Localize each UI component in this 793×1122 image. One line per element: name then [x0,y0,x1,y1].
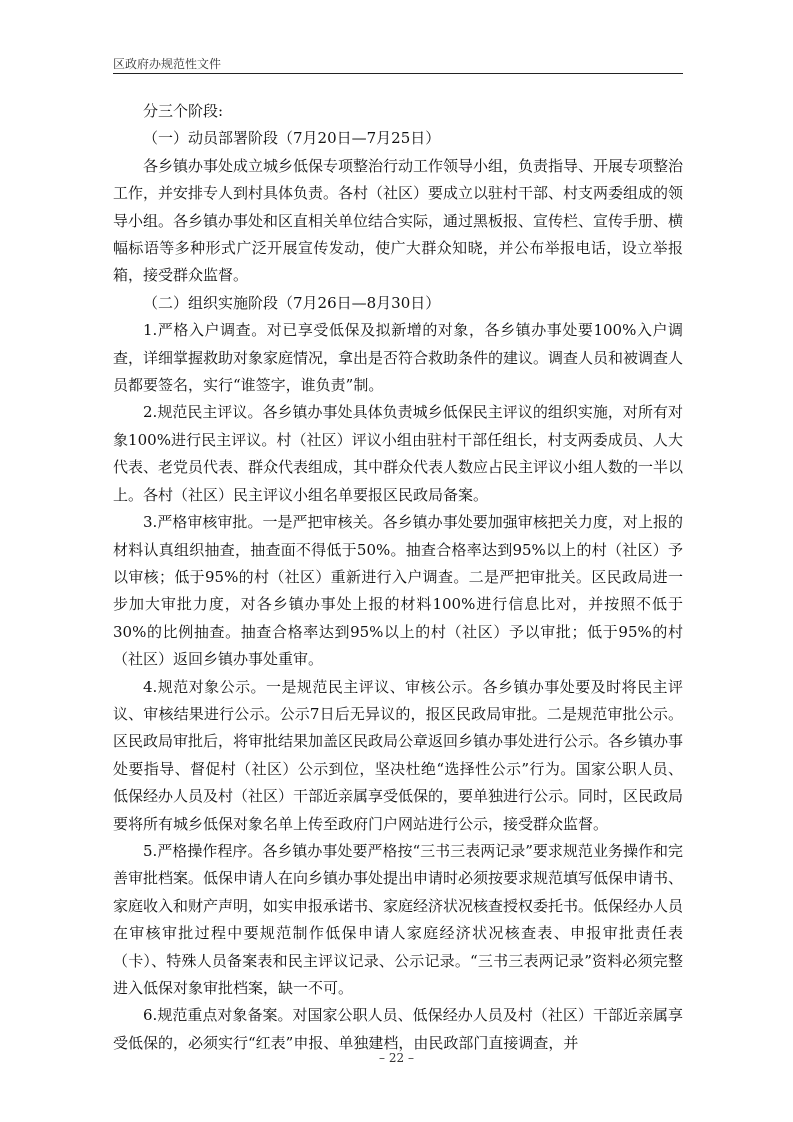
page-number: – 22 – [379,1051,414,1065]
paragraph-item-5: 5.严格操作程序。各乡镇办事处要严格按“三书三表两记录”要求规范业务操作和完善审批档案。低保申请人在向乡镇办事处提出申请时必须按要求规范填写低保申请书、家庭收入和财产声明，如实申报承诺书、家庭经济状况核查授权委托书。低保经办人员在审核审批过程中要规范制作低保申请人家庭经济状况核查表、申报审批责任表（卡）、特殊人员备案表和民主评议记录、公示记录。“三书三表两记录”资料必须完整进入低保对象审批档案，缺一不可。 [113,841,684,997]
running-header: 区政府办规范性文件 [113,57,222,71]
paragraph-stage-1-body: 各乡镇办事处成立城乡低保专项整治行动工作领导小组，负责指导、开展专项整治工作，并安排专人到村具体负责。各村（社区）要成立以驻村干部、村支两委组成的领导小组。各乡镇办事处和区直相关单位结合实际，通过黑板报、宣传栏、宣传手册、横幅标语等多种形式广泛开展宣传发动，使广大群众知晓，并公布举报电话，设立举报箱，接受群众监督。 [113,156,684,285]
heading-stage-1: （一）动员部署阶段（7月20日—7月25日） [143,129,441,148]
paragraph-item-6: 6.规范重点对象备案。对国家公职人员、低保经办人员及村（社区）干部近亲属享受低保的，必须实行“红表”申报、单独建档，由民政部门直接调查，并 [113,1006,683,1052]
paragraph-stage-intro: 分三个阶段: [143,102,224,120]
paragraph-item-2: 2.规范民主评议。各乡镇办事处具体负责城乡低保民主评议的组织实施，对所有对象100%进行民主评议。村（社区）评议小组由驻村干部任组长，村支两委成员、人大代表、老党员代表、群众代表组成，其中群众代表人数应占民主评议小组人数的一半以上。各村（社区）民主评议小组名单要报区民政局备案。 [113,403,684,504]
paragraph-item-1: 1.严格入户调查。对已享受低保及拟新增的对象，各乡镇办事处要100%入户调查，详细掌握救助对象家庭情况，拿出是否符合救助条件的建议。调查人员和被调查人员都要签名，实行“谁签字，谁负责”制。 [113,321,684,395]
paragraph-item-4: 4.规范对象公示。一是规范民主评议、审核公示。各乡镇办事处要及时将民主评议、审核结果进行公示。公示7日后无异议的，报区民政局审批。二是规范审批公示。区民政局审批后，将审批结果加盖区民政局公章返回乡镇办事处进行公示。各乡镇办事处要指导、督促村（社区）公示到位，坚决杜绝“选择性公示”行为。国家公职人员、低保经办人员及村（社区）干部近亲属享受低保的，要单独进行公示。同时，区民政局要将所有城乡低保对象名单上传至政府门户网站进行公示，接受群众监督。 [113,677,684,833]
heading-stage-2: （二）组织实施阶段（7月26日—8月30日） [143,293,441,312]
document-body [113,98,683,1057]
paragraph-item-3: 3.严格审核审批。一是严把审核关。各乡镇办事处要加强审核把关力度，对上报的材料认真组织抽查，抽查面不得低于50%。抽查合格率达到95%以上的村（社区）予以审核；低于95%的村（社区）重新进行入户调查。二是严把审批关。区民政局进一步加大审批力度，对各乡镇办事处上报的材料100%进行信息比对，并按照不低于30%的比例抽查。抽查合格率达到95%以上的村（社区）予以审批；低于95%的村（社区）返回乡镇办事处重审。 [113,513,683,669]
header-rule [113,73,683,74]
